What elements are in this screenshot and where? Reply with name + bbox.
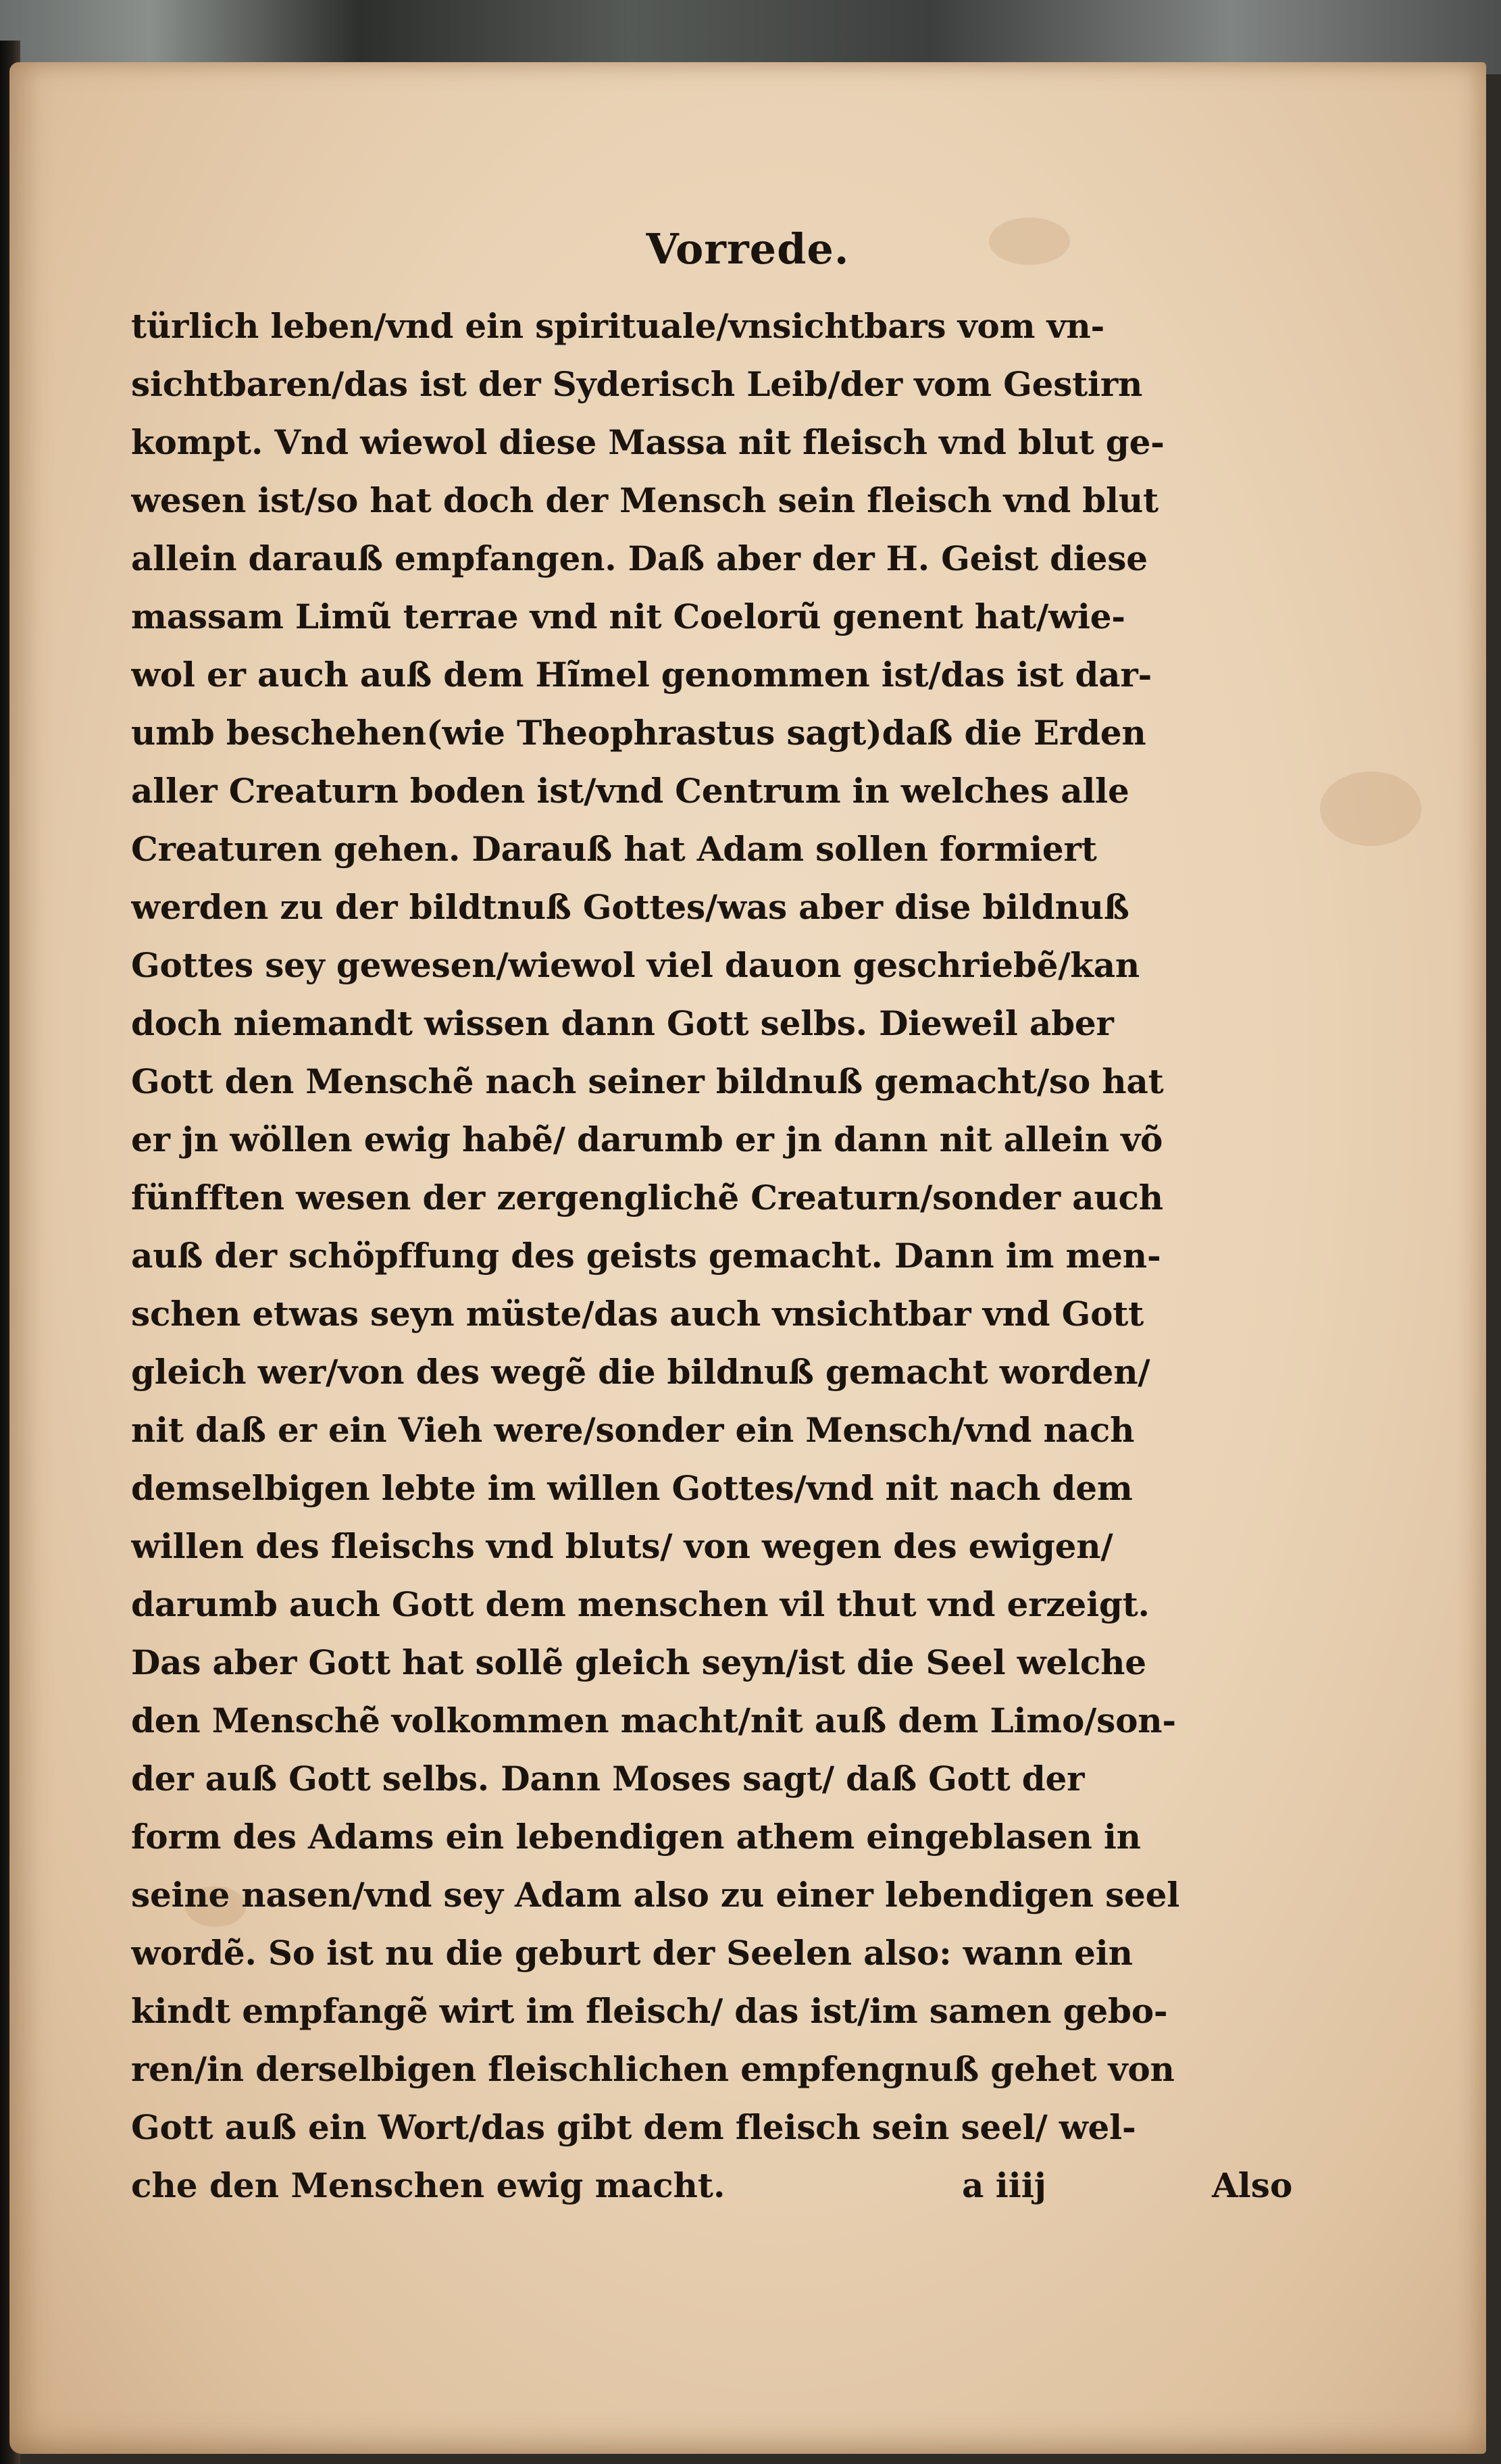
final-line-text: che den Menschen ewig macht. — [131, 2165, 726, 2205]
text-line: kompt. Vnd wiewol diese Massa nit fleisch vnd blut ge- — [131, 422, 1165, 462]
text-line: ren/in derselbigen fleischlichen empfengnuß gehet von — [131, 2049, 1175, 2089]
final-line — [131, 2157, 1306, 2215]
text-block — [131, 297, 1306, 2215]
text-line: auß der schöpffung des geists gemacht. Dann im men- — [131, 1236, 1161, 1276]
text-line: wesen ist/so hat doch der Mensch sein fleisch vnd blut — [131, 480, 1159, 520]
text-line: aller Creaturn boden ist/vnd Centrum in welches alle — [131, 771, 1129, 811]
text-line: Gott auß ein Wort/das gibt dem fleisch sein seel/ wel- — [131, 2107, 1136, 2147]
paper-stain — [1320, 772, 1421, 846]
text-line: er jn wöllen ewig habẽ/ darumb er jn dann nit allein võ — [131, 1120, 1163, 1159]
text-line: schen etwas seyn müste/das auch vnsichtbar vnd Gott — [131, 1294, 1144, 1334]
text-line: wol er auch auß dem Hĩmel genommen ist/das ist dar- — [131, 655, 1152, 695]
text-line: massam Limũ terrae vnd nit Coelorũ genent hat/wie- — [131, 597, 1125, 636]
text-line: darumb auch Gott dem menschen vil thut vnd erzeigt. — [131, 1584, 1150, 1624]
text-line: umb beschehen(wie Theophrastus sagt)daß die Erden — [131, 713, 1146, 753]
text-line: Creaturen gehen. Darauß hat Adam sollen formiert — [131, 829, 1097, 869]
text-line: wordẽ. So ist nu die geburt der Seelen also: wann ein — [131, 1933, 1133, 1973]
text-line: form des Adams ein lebendigen athem eingeblasen in — [131, 1817, 1141, 1857]
text-line: fünfften wesen der zergenglichẽ Creaturn/sonder auch — [131, 1178, 1163, 1217]
catchword: Also — [1212, 2165, 1293, 2205]
text-line: Das aber Gott hat sollẽ gleich seyn/ist die Seel welche — [131, 1642, 1146, 1682]
text-line: kindt empfangẽ wirt im fleisch/ das ist/im samen gebo- — [131, 1991, 1168, 2031]
text-line: seine nasen/vnd sey Adam also zu einer lebendigen seel — [131, 1875, 1180, 1915]
text-line: Gottes sey gewesen/wiewol viel dauon geschriebẽ/kan — [131, 945, 1140, 985]
signature-mark: a iiij — [962, 2165, 1046, 2205]
book-page — [9, 62, 1486, 2454]
text-line: willen des fleischs vnd bluts/ von wegen des ewigen/ — [131, 1526, 1113, 1566]
text-line: doch niemandt wissen dann Gott selbs. Dieweil aber — [131, 1003, 1114, 1043]
text-line: allein darauß empfangen. Daß aber der H. Geist diese — [131, 538, 1148, 578]
text-line: demselbigen lebte im willen Gottes/vnd nit nach dem — [131, 1468, 1133, 1508]
text-line: nit daß er ein Vieh were/sonder ein Mensch/vnd nach — [131, 1410, 1135, 1450]
page-header: Vorrede. — [646, 224, 850, 274]
text-line: türlich leben/vnd ein spirituale/vnsichtbars vom vn- — [131, 306, 1105, 346]
text-line: werden zu der bildtnuß Gottes/was aber dise bildnuß — [131, 887, 1129, 927]
text-line: Gott den Menschẽ nach seiner bildnuß gemacht/so hat — [131, 1061, 1164, 1101]
text-line: der auß Gott selbs. Dann Moses sagt/ daß Gott der — [131, 1759, 1085, 1799]
text-line: gleich wer/von des wegẽ die bildnuß gemacht worden/ — [131, 1352, 1150, 1392]
text-line: den Menschẽ volkommen macht/nit auß dem Limo/son- — [131, 1701, 1176, 1740]
text-line: sichtbaren/das ist der Syderisch Leib/der vom Gestirn — [131, 364, 1143, 404]
